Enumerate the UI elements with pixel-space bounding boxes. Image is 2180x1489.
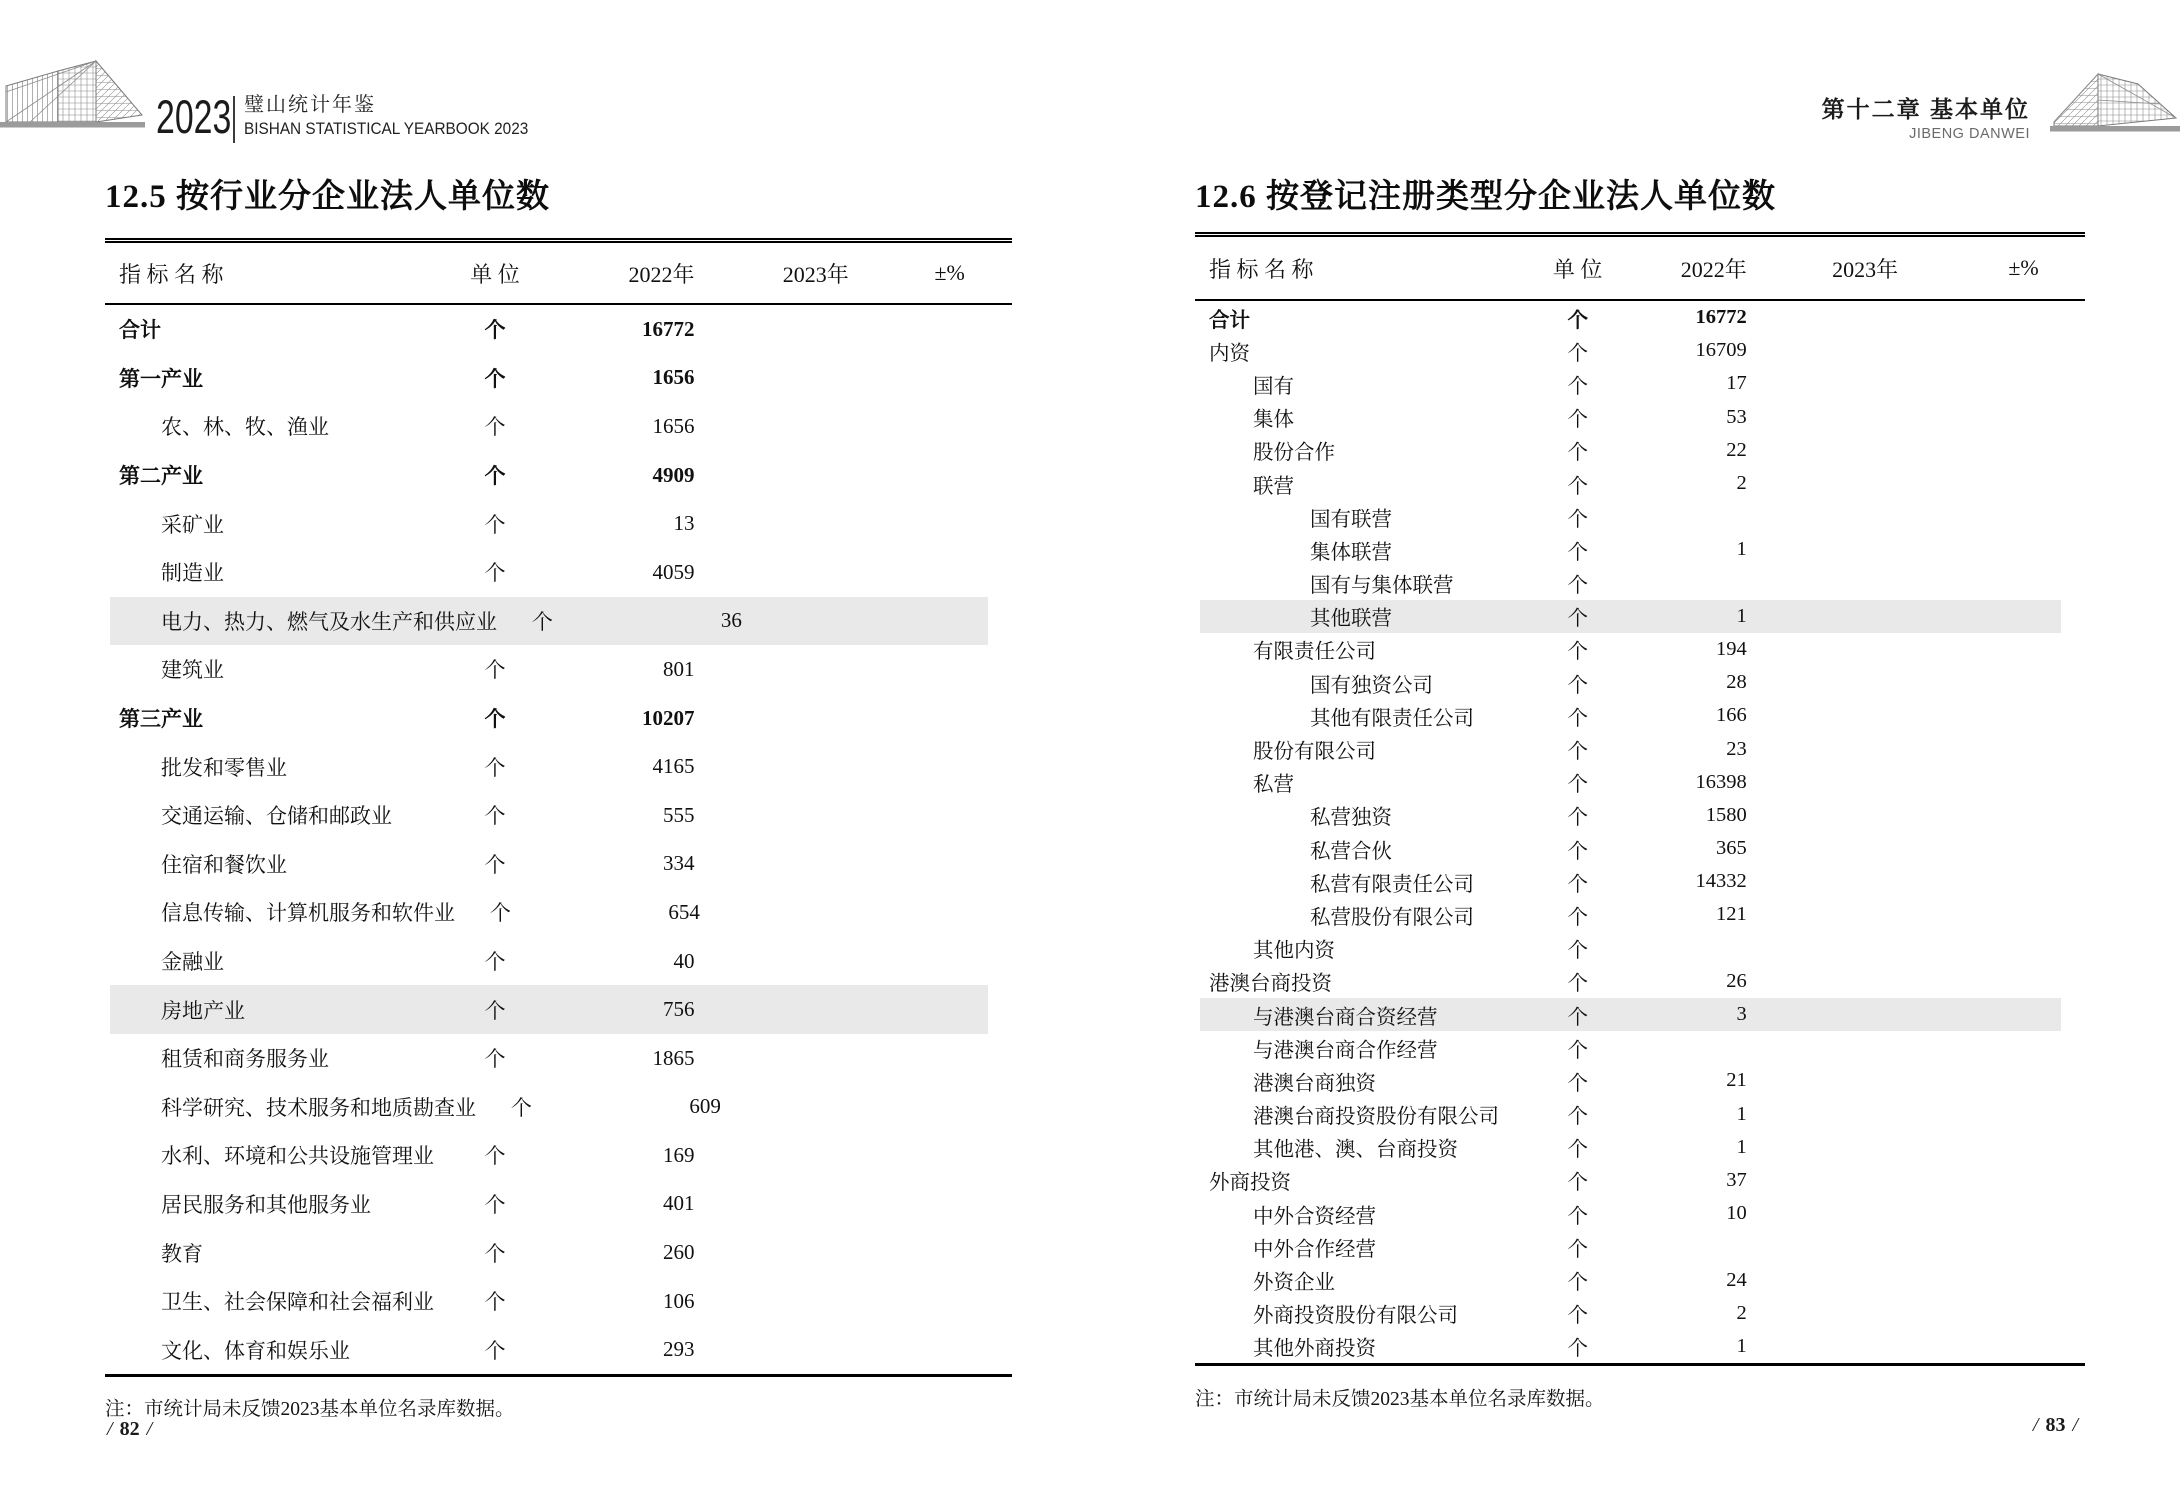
c-2022: 13 bbox=[673, 511, 695, 536]
table-row bbox=[1195, 1064, 2085, 1097]
c-name: 其他港、澳、台商投资 bbox=[1253, 1139, 1458, 1162]
c-name: 批发和零售业 bbox=[161, 755, 287, 780]
c-unit: 个 bbox=[484, 1338, 506, 1363]
c-2022: 17 bbox=[1726, 372, 1747, 395]
c-2022: 756 bbox=[663, 997, 695, 1022]
table-row bbox=[105, 742, 1012, 791]
table-row bbox=[1195, 965, 2085, 998]
c-unit: 个 bbox=[1567, 906, 1588, 929]
c-name: 信息传输、计算机服务和软件业 bbox=[161, 901, 455, 926]
c-2022: 801 bbox=[663, 656, 695, 681]
c-unit: 个 bbox=[1567, 1139, 1588, 1162]
table-row bbox=[1195, 401, 2085, 434]
c-unit: 个 bbox=[1567, 342, 1588, 365]
column-header-2022: 2022年 bbox=[1680, 256, 1747, 282]
c-name: 国有联营 bbox=[1310, 508, 1392, 531]
c-name: 交通运输、仓储和邮政业 bbox=[161, 804, 392, 829]
table-row bbox=[105, 354, 1012, 403]
table-row bbox=[105, 888, 1012, 937]
table-row bbox=[1195, 1131, 2085, 1164]
c-name: 集体 bbox=[1253, 409, 1294, 432]
c-unit: 个 bbox=[484, 755, 506, 780]
book-title-zh: 璧山统计年鉴 bbox=[244, 94, 376, 116]
c-2022: 1 bbox=[1736, 1102, 1747, 1125]
c-2022: 53 bbox=[1726, 405, 1747, 428]
column-header-2023: 2023年 bbox=[1832, 256, 1899, 282]
c-unit: 个 bbox=[484, 366, 506, 391]
c-unit: 个 bbox=[484, 998, 506, 1023]
table-body bbox=[105, 305, 1012, 1377]
c-2022: 654 bbox=[668, 899, 700, 924]
table-row bbox=[1195, 1330, 2085, 1363]
table-row bbox=[1195, 832, 2085, 865]
table-body bbox=[1195, 301, 2085, 1366]
c-2022: 40 bbox=[673, 948, 695, 973]
table-row bbox=[1195, 732, 2085, 765]
c-name: 文化、体育和娱乐业 bbox=[161, 1338, 350, 1363]
c-unit: 个 bbox=[1567, 1172, 1588, 1195]
c-unit: 个 bbox=[1567, 1238, 1588, 1261]
c-name: 私营独资 bbox=[1310, 807, 1392, 830]
c-name: 外资企业 bbox=[1253, 1272, 1335, 1295]
c-unit: 个 bbox=[484, 512, 506, 537]
section-title-12-5: 12.5 按行业分企业法人单位数 bbox=[105, 179, 550, 215]
c-2022: 36 bbox=[720, 608, 742, 633]
c-unit: 个 bbox=[484, 318, 506, 343]
table-row bbox=[1195, 1230, 2085, 1263]
table-by-industry bbox=[105, 238, 1012, 1377]
c-unit: 个 bbox=[489, 901, 511, 926]
table-row bbox=[1195, 467, 2085, 500]
c-unit: 个 bbox=[484, 707, 506, 732]
c-unit: 个 bbox=[1567, 641, 1588, 664]
c-2022: 4165 bbox=[652, 754, 695, 779]
table-row bbox=[1195, 766, 2085, 799]
table-row bbox=[1195, 367, 2085, 400]
c-name: 与港澳台商合作经营 bbox=[1253, 1039, 1438, 1062]
slash-ornament: / bbox=[2072, 1414, 2078, 1436]
c-name: 其他外商投资 bbox=[1253, 1338, 1376, 1361]
c-name: 第二产业 bbox=[119, 464, 203, 489]
table-row bbox=[1195, 1164, 2085, 1197]
c-name: 外商投资股份有限公司 bbox=[1253, 1305, 1458, 1328]
yearbook-year: 2023 bbox=[156, 90, 232, 143]
building-wireframe-icon bbox=[0, 58, 148, 134]
table-row bbox=[105, 1228, 1012, 1277]
column-header-unit: 单 位 bbox=[1552, 256, 1603, 282]
c-unit: 个 bbox=[1567, 774, 1588, 797]
c-unit: 个 bbox=[484, 415, 506, 440]
table-row bbox=[105, 402, 1012, 451]
c-2022: 293 bbox=[663, 1337, 695, 1362]
c-unit: 个 bbox=[1567, 1039, 1588, 1062]
slash-ornament: / bbox=[146, 1418, 153, 1440]
table-row bbox=[1195, 567, 2085, 600]
c-unit: 个 bbox=[1567, 940, 1588, 963]
page-number-right: / 83 / bbox=[2026, 1414, 2085, 1437]
c-unit: 个 bbox=[1567, 840, 1588, 863]
c-name: 国有独资公司 bbox=[1310, 674, 1433, 697]
c-unit: 个 bbox=[484, 561, 506, 586]
c-unit: 个 bbox=[1567, 707, 1588, 730]
table-row bbox=[1195, 500, 2085, 533]
table-header-row bbox=[105, 238, 1012, 305]
c-2022: 1580 bbox=[1705, 803, 1747, 826]
c-2022: 24 bbox=[1726, 1268, 1747, 1291]
c-unit: 个 bbox=[1567, 442, 1588, 465]
c-2022: 2 bbox=[1736, 1301, 1747, 1324]
c-2022: 21 bbox=[1726, 1069, 1747, 1092]
c-name: 股份合作 bbox=[1253, 442, 1335, 465]
book-title-en: BISHAN STATISTICAL YEARBOOK 2023 bbox=[244, 120, 529, 138]
table-row bbox=[105, 840, 1012, 889]
table-row bbox=[105, 985, 1012, 1034]
c-name: 港澳台商投资 bbox=[1209, 973, 1332, 996]
c-2022: 23 bbox=[1726, 737, 1747, 760]
c-2022: 121 bbox=[1716, 903, 1747, 926]
c-unit: 个 bbox=[1567, 1338, 1588, 1361]
c-unit: 个 bbox=[510, 1095, 532, 1120]
c-unit: 个 bbox=[1567, 873, 1588, 896]
table-row bbox=[1195, 1263, 2085, 1296]
section-title-12-6: 12.6 按登记注册类型分企业法人单位数 bbox=[1195, 179, 1776, 215]
c-unit: 个 bbox=[1567, 409, 1588, 432]
c-2022: 401 bbox=[663, 1191, 695, 1216]
column-header-2023: 2023年 bbox=[782, 261, 849, 287]
c-unit: 个 bbox=[1567, 541, 1588, 564]
table-row bbox=[1195, 600, 2085, 633]
table-row bbox=[105, 1277, 1012, 1326]
table-row bbox=[105, 1325, 1012, 1374]
table-row bbox=[1195, 699, 2085, 732]
c-2022: 169 bbox=[663, 1142, 695, 1167]
c-name: 卫生、社会保障和社会福利业 bbox=[161, 1290, 434, 1315]
c-name: 中外合作经营 bbox=[1253, 1238, 1376, 1261]
table-row bbox=[1195, 666, 2085, 699]
table-row bbox=[105, 305, 1012, 354]
c-unit: 个 bbox=[1567, 1006, 1588, 1029]
c-name: 合计 bbox=[119, 318, 161, 343]
c-unit: 个 bbox=[484, 1047, 506, 1072]
c-unit: 个 bbox=[1567, 674, 1588, 697]
column-header-2022: 2022年 bbox=[628, 261, 695, 287]
c-unit: 个 bbox=[531, 609, 553, 634]
c-name: 股份有限公司 bbox=[1253, 741, 1376, 764]
c-name: 联营 bbox=[1253, 475, 1294, 498]
c-unit: 个 bbox=[484, 1290, 506, 1315]
building-wireframe-icon bbox=[2050, 64, 2180, 136]
c-2022: 1656 bbox=[652, 365, 695, 390]
column-header-indicator: 指 标 名 称 bbox=[1209, 256, 1314, 282]
c-unit: 个 bbox=[484, 950, 506, 975]
table-row bbox=[1195, 1197, 2085, 1230]
c-2022: 14332 bbox=[1695, 870, 1747, 893]
c-unit: 个 bbox=[484, 1192, 506, 1217]
c-name: 有限责任公司 bbox=[1253, 641, 1376, 664]
table-row bbox=[105, 1083, 1012, 1132]
c-2022: 1 bbox=[1736, 538, 1747, 561]
column-header-indicator: 指 标 名 称 bbox=[119, 261, 224, 287]
chapter-title: 第十二章 基本单位 bbox=[1821, 96, 2030, 122]
c-2022: 16772 bbox=[642, 316, 695, 341]
slash-ornament: / bbox=[2032, 1414, 2039, 1436]
c-2022: 1656 bbox=[652, 413, 695, 438]
c-2022: 22 bbox=[1726, 438, 1747, 461]
c-name: 居民服务和其他服务业 bbox=[161, 1192, 371, 1217]
c-unit: 个 bbox=[1567, 1106, 1588, 1129]
c-2022: 194 bbox=[1716, 637, 1747, 660]
c-name: 科学研究、技术服务和地质勘查业 bbox=[161, 1095, 476, 1120]
c-name: 建筑业 bbox=[161, 658, 224, 683]
c-unit: 个 bbox=[484, 804, 506, 829]
c-unit: 个 bbox=[484, 464, 506, 489]
c-2022: 16772 bbox=[1695, 306, 1747, 329]
c-2022: 10 bbox=[1726, 1202, 1747, 1225]
c-name: 私营 bbox=[1253, 774, 1294, 797]
c-name: 制造业 bbox=[161, 561, 224, 586]
chapter-subtitle: JIBENG DANWEI bbox=[1909, 126, 2030, 143]
table-row bbox=[1195, 799, 2085, 832]
table-row bbox=[105, 1131, 1012, 1180]
c-2022: 10207 bbox=[642, 705, 695, 730]
c-name: 港澳台商投资股份有限公司 bbox=[1253, 1106, 1499, 1129]
table-row bbox=[1195, 301, 2085, 334]
c-name: 国有 bbox=[1253, 375, 1294, 398]
column-header-pct: ±% bbox=[2008, 255, 2039, 280]
c-2022: 166 bbox=[1716, 704, 1747, 727]
page-number-left: / 82 / bbox=[100, 1418, 159, 1441]
c-name: 金融业 bbox=[161, 950, 224, 975]
c-name: 电力、热力、燃气及水生产和供应业 bbox=[161, 609, 497, 634]
table-row bbox=[1195, 998, 2085, 1031]
c-name: 与港澳台商合资经营 bbox=[1253, 1006, 1438, 1029]
c-name: 内资 bbox=[1209, 342, 1250, 365]
c-name: 房地产业 bbox=[161, 998, 245, 1023]
c-name: 集体联营 bbox=[1310, 541, 1392, 564]
c-name: 中外合资经营 bbox=[1253, 1205, 1376, 1228]
table-row bbox=[1195, 1297, 2085, 1330]
c-unit: 个 bbox=[1567, 1272, 1588, 1295]
c-unit: 个 bbox=[1567, 807, 1588, 830]
c-unit: 个 bbox=[1567, 508, 1588, 531]
c-2022: 260 bbox=[663, 1240, 695, 1265]
c-2022: 2 bbox=[1736, 472, 1747, 495]
c-2022: 16398 bbox=[1695, 770, 1747, 793]
table-row bbox=[1195, 898, 2085, 931]
table-row bbox=[1195, 334, 2085, 367]
c-unit: 个 bbox=[1567, 741, 1588, 764]
c-name: 私营合伙 bbox=[1310, 840, 1392, 863]
c-2022: 365 bbox=[1716, 837, 1747, 860]
c-2022: 1 bbox=[1736, 1334, 1747, 1357]
table-row bbox=[105, 791, 1012, 840]
table-header-row bbox=[1195, 232, 2085, 301]
c-name: 外商投资 bbox=[1209, 1172, 1291, 1195]
table-by-registration-type bbox=[1195, 232, 2085, 1366]
c-2022: 4909 bbox=[652, 462, 695, 487]
chapter-heading bbox=[1822, 97, 2030, 142]
c-name: 其他联营 bbox=[1310, 608, 1392, 631]
table-row bbox=[1195, 533, 2085, 566]
c-unit: 个 bbox=[1567, 575, 1588, 598]
table-row bbox=[105, 597, 1012, 646]
c-name: 租赁和商务服务业 bbox=[161, 1047, 329, 1072]
c-2022: 28 bbox=[1726, 671, 1747, 694]
c-name: 其他有限责任公司 bbox=[1310, 707, 1474, 730]
table-row bbox=[105, 1180, 1012, 1229]
table-note: 注：市统计局未反馈2023基本单位名录库数据。 bbox=[1195, 1389, 1605, 1410]
c-unit: 个 bbox=[1567, 475, 1588, 498]
c-name: 港澳台商独资 bbox=[1253, 1072, 1376, 1095]
c-unit: 个 bbox=[1567, 1072, 1588, 1095]
c-name: 水利、环境和公共设施管理业 bbox=[161, 1144, 434, 1169]
c-2022: 3 bbox=[1736, 1003, 1747, 1026]
table-row bbox=[105, 694, 1012, 743]
book-title bbox=[244, 94, 550, 139]
c-2022: 1 bbox=[1736, 1135, 1747, 1158]
table-row bbox=[1195, 865, 2085, 898]
c-2022: 1 bbox=[1736, 604, 1747, 627]
c-unit: 个 bbox=[484, 1144, 506, 1169]
c-2022: 334 bbox=[663, 851, 695, 876]
column-header-unit: 单 位 bbox=[470, 261, 520, 287]
c-unit: 个 bbox=[1567, 608, 1588, 631]
table-row bbox=[105, 937, 1012, 986]
c-name: 教育 bbox=[161, 1241, 203, 1266]
table-row bbox=[1195, 434, 2085, 467]
slash-ornament: / bbox=[107, 1418, 113, 1440]
c-unit: 个 bbox=[1567, 1205, 1588, 1228]
column-header-pct: ±% bbox=[934, 260, 965, 285]
c-name: 采矿业 bbox=[161, 512, 224, 537]
c-unit: 个 bbox=[1567, 973, 1588, 996]
c-name: 农、林、牧、渔业 bbox=[161, 415, 329, 440]
c-name: 第一产业 bbox=[119, 366, 203, 391]
header-divider bbox=[233, 96, 235, 143]
c-name: 私营有限责任公司 bbox=[1310, 873, 1474, 896]
c-2022: 37 bbox=[1726, 1168, 1747, 1191]
table-row bbox=[105, 645, 1012, 694]
c-name: 住宿和餐饮业 bbox=[161, 852, 287, 877]
c-2022: 16709 bbox=[1695, 339, 1747, 362]
table-row bbox=[1195, 932, 2085, 965]
c-unit: 个 bbox=[1567, 1305, 1588, 1328]
table-row bbox=[1195, 633, 2085, 666]
c-2022: 1865 bbox=[652, 1045, 695, 1070]
c-unit: 个 bbox=[1567, 309, 1588, 332]
table-row bbox=[1195, 1031, 2085, 1064]
c-2022: 609 bbox=[689, 1094, 721, 1119]
c-unit: 个 bbox=[484, 852, 506, 877]
c-unit: 个 bbox=[1567, 375, 1588, 398]
table-row bbox=[1195, 1098, 2085, 1131]
table-note: 注：市统计局未反馈2023基本单位名录库数据。 bbox=[105, 1399, 515, 1420]
c-name: 第三产业 bbox=[119, 707, 203, 732]
c-2022: 26 bbox=[1726, 969, 1747, 992]
c-2022: 106 bbox=[663, 1288, 695, 1313]
table-row bbox=[105, 1034, 1012, 1083]
c-name: 合计 bbox=[1209, 309, 1250, 332]
table-row bbox=[105, 499, 1012, 548]
table-row bbox=[105, 548, 1012, 597]
c-name: 其他内资 bbox=[1253, 940, 1335, 963]
c-name: 私营股份有限公司 bbox=[1310, 906, 1474, 929]
c-2022: 555 bbox=[663, 802, 695, 827]
c-2022: 4059 bbox=[652, 559, 695, 584]
table-row bbox=[105, 451, 1012, 500]
c-unit: 个 bbox=[484, 1241, 506, 1266]
c-unit: 个 bbox=[484, 658, 506, 683]
c-name: 国有与集体联营 bbox=[1310, 575, 1454, 598]
